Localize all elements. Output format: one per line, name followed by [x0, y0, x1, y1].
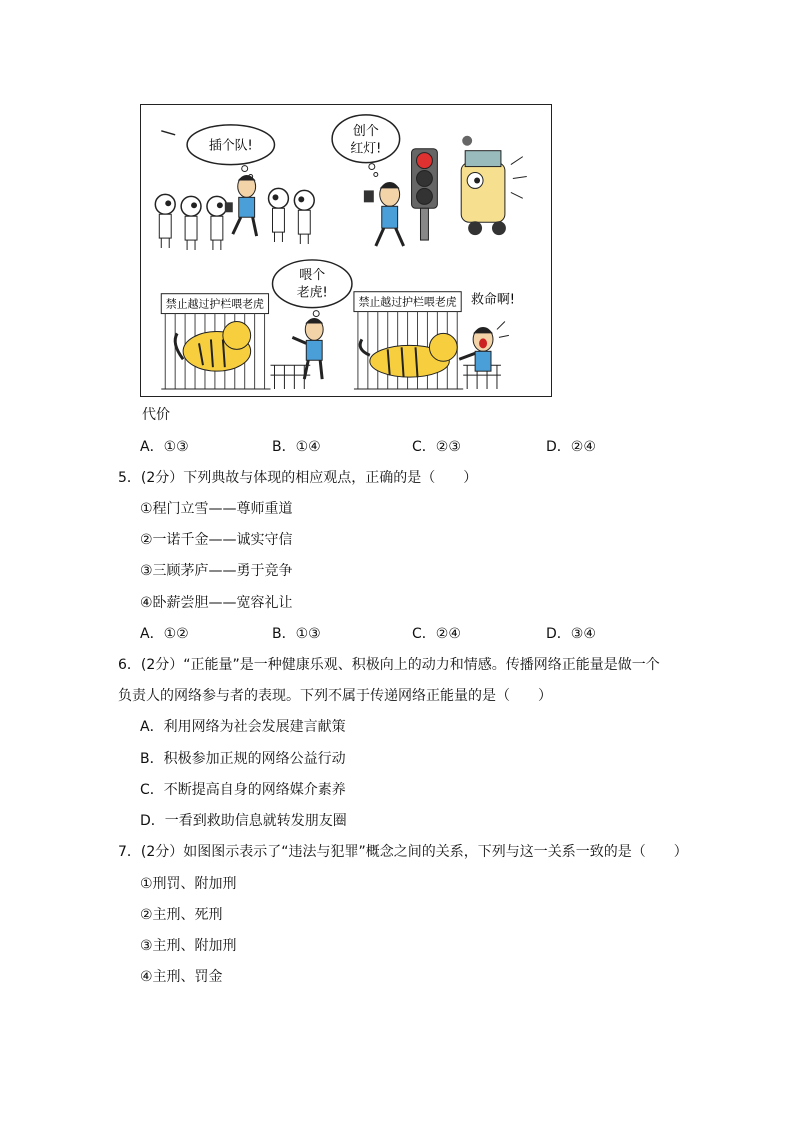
q6-stem-line-2: 负责人的网络参与者的表现。下列不属于传递网络正能量的是（ ） — [118, 688, 552, 704]
q5-item-1: ①程门立雪——尊师重道 — [140, 501, 293, 517]
q5-stem: 5．(2分）下列典故与体现的相应观点，正确的是（ ） — [118, 470, 478, 486]
q4-option-a[interactable]: A．①③ — [140, 439, 189, 455]
q7-item-4: ④主刑、罚金 — [140, 969, 223, 985]
tiger-left — [175, 322, 250, 372]
bubble-feed-text-2: 老虎! — [296, 285, 328, 301]
bubble-dot — [242, 166, 248, 172]
q5-item-3: ③三顾茅庐——勇于竞争 — [140, 563, 293, 579]
cartoon-caption: 代价 — [142, 407, 170, 423]
cartoon-illustration — [140, 104, 552, 397]
cage-sign-left: 禁止越过护栏喂老虎 — [165, 297, 264, 311]
feeding-person — [292, 319, 323, 380]
bubble-feed-text-1: 喂个 — [299, 267, 326, 283]
q7-stem: 7．(2分）如图图示表示了“违法与犯罪”概念之间的关系，下列与这一关系一致的是（ ） — [118, 844, 688, 860]
cartoon-svg — [141, 105, 551, 396]
bubble-dot — [369, 164, 375, 170]
q4-option-d[interactable]: D．②④ — [546, 439, 596, 455]
cutting-person — [225, 176, 257, 237]
bubble-run-red-text-1: 创个 — [352, 123, 379, 139]
q5-option-d[interactable]: D．③④ — [546, 626, 596, 642]
q5-item-4: ④卧薪尝胆——宽容礼让 — [140, 595, 293, 611]
motion-line — [161, 131, 175, 135]
shout-help: 救命啊! — [471, 292, 515, 308]
q5-item-2: ②一诺千金——诚实守信 — [140, 532, 293, 548]
police-car — [461, 136, 527, 235]
bubble-cut-in-text: 插个队! — [208, 138, 253, 154]
q7-item-3: ③主刑、附加刑 — [140, 938, 237, 954]
bubble-dot — [374, 173, 378, 177]
q6-option-a[interactable]: A．利用网络为社会发展建言献策 — [140, 719, 346, 735]
q5-option-b[interactable]: B．①③ — [272, 626, 321, 642]
q5-option-c[interactable]: C．②④ — [412, 626, 461, 642]
bubble-dot — [313, 311, 319, 317]
traffic-light — [412, 149, 438, 240]
running-person — [364, 182, 404, 246]
q6-stem-line-1: 6．(2分）“正能量”是一种健康乐观、积极向上的动力和情感。传播网络正能量是做一个 — [118, 657, 660, 673]
cage-sign-right: 禁止越过护栏喂老虎 — [358, 295, 457, 309]
bubble-run-red-text-2: 红灯! — [350, 141, 382, 157]
q5-option-a[interactable]: A．①② — [140, 626, 189, 642]
tiger-right — [360, 333, 457, 377]
q7-item-1: ①刑罚、附加刑 — [140, 876, 237, 892]
q7-item-2: ②主刑、死刑 — [140, 907, 223, 923]
q6-option-b[interactable]: B．积极参加正规的网络公益行动 — [140, 751, 346, 767]
queue-people — [155, 188, 314, 250]
victim-person — [459, 322, 509, 372]
q4-option-c[interactable]: C．②③ — [412, 439, 461, 455]
q6-option-c[interactable]: C．不断提高自身的网络媒介素养 — [140, 782, 346, 798]
q4-option-b[interactable]: B．①④ — [272, 439, 321, 455]
q6-option-d[interactable]: D．一看到救助信息就转发朋友圈 — [140, 813, 347, 829]
